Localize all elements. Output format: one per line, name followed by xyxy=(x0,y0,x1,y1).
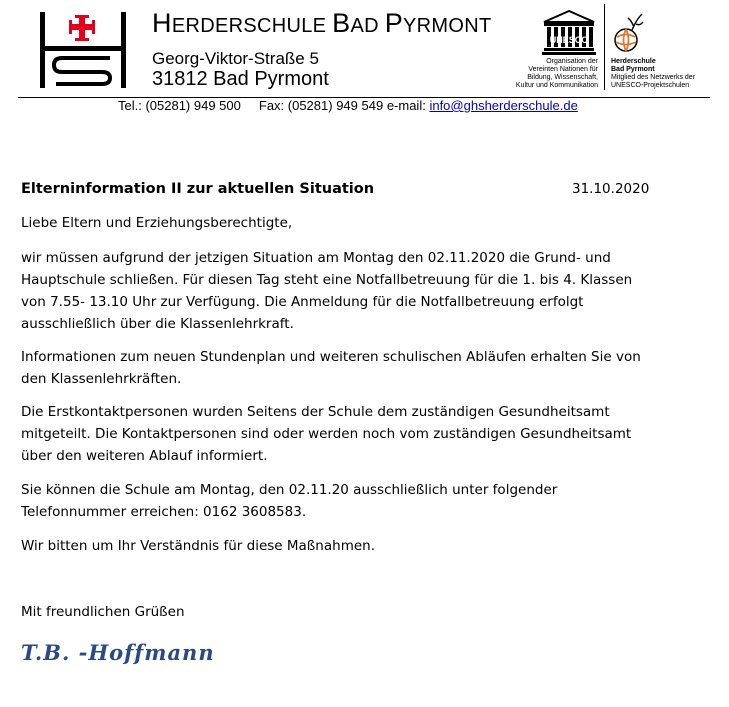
school-city: 31812 Bad Pyrmont xyxy=(152,68,329,90)
school-street: Georg-Viktor-Straße 5 xyxy=(152,49,319,68)
email-label: e-mail: xyxy=(386,98,426,113)
letter-title: Elterninformation II zur aktuellen Situation xyxy=(21,181,375,197)
unesco-logo xyxy=(541,10,597,56)
phone-number: Tel.: (05281) 949 500 xyxy=(118,98,241,113)
closing: Mit freundlichen Grüßen xyxy=(21,604,185,620)
projectschool-text: Herderschule Bad Pyrmont Mitglied des Netzwerks der UNESCO-Projektschulen xyxy=(611,58,696,89)
paragraph-understanding: Wir bitten um Ihr Verständnis für diese Maßnahmen. xyxy=(21,538,375,554)
unesco-org-text: Organisation der Vereinten Nationen für Bildung, Wissenschaft, Kultur und Kommunikation xyxy=(515,58,598,89)
fax-number: Fax: (05281) 949 549 xyxy=(258,98,384,113)
signature: T.B. -Hoffmann xyxy=(21,640,215,665)
salutation: Liebe Eltern und Erziehungsberechtigte, xyxy=(21,215,293,231)
paragraph-contacts: Die Erstkontaktpersonen wurden Seitens der Schule dem zuständigen Gesundheitsamt mitgeteilt. Die Kontaktpersonen sind oder werden noch vom zuständigen Gesundheitsamt über den weiteren Ablauf informiert. xyxy=(21,404,632,464)
paragraph-schedule: Informationen zum neuen Stundenplan und weiteren schulischen Abläufen erhalten Sie von den Klassenlehrkräften. xyxy=(21,349,641,387)
svg-text:UNESCO: UNESCO xyxy=(549,35,589,45)
school-logo xyxy=(40,12,126,88)
paragraph-phone: Sie können die Schule am Montag, den 02.11.20 ausschließlich unter folgender Telefonnummer erreichen: 0162 3608583. xyxy=(21,482,558,520)
logo-divider xyxy=(604,4,605,90)
school-name: HERDERSCHULE BAD PYRMONT xyxy=(152,8,492,38)
contact-line xyxy=(118,98,578,113)
letter-date: 31.10.2020 xyxy=(572,181,650,197)
paragraph-closure: wir müssen aufgrund der jetzigen Situation am Montag den 02.11.2020 die Grund- und Hauptschule schließen. Für diesen Tag steht eine Notfallbetreuung für die 1. bis 4. Klassen von 7.55- 13.10 Uhr zur Verfügung. Die Anmeldung für die Notfallbetreuung erfolgt ausschließlich über die Klassenlehrkraft. xyxy=(21,250,633,332)
email-link[interactable]: info@ghsherderschule.de xyxy=(429,98,578,113)
globe-logo xyxy=(612,10,646,54)
